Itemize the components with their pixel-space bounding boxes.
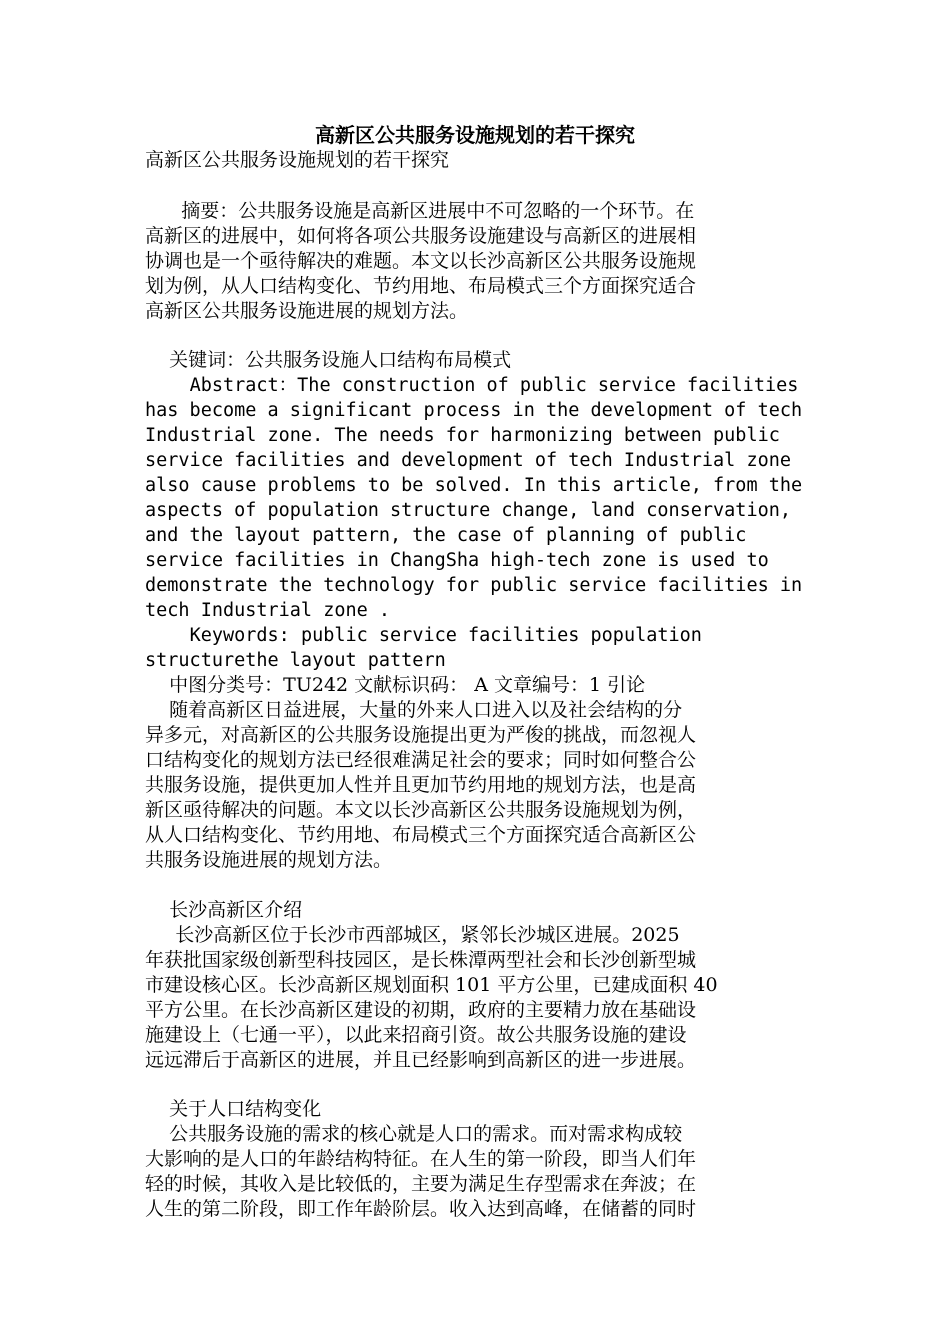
section-heading-changsha: 长沙高新区介绍 xyxy=(145,899,303,921)
keywords-chinese: 关键词：公共服务设施人口结构布局模式 xyxy=(145,349,512,371)
abstract-english: Abstract：The construction of public service facilities has become a significant process in the development of tech Industrial zone. The needs for harmonizing between public service facilities and development of tech Industrial zone also cause problems to be solved. In this article, from the aspects of population structure change, land conservation, and the layout pattern, the case of planning of public service facilities in ChangSha high-tech zone is used to demonstrate the technology for public service facilities in tech Industrial zone . Keywords: public service facilities population structurethe layout pattern xyxy=(145,375,803,671)
abstract-chinese: 摘要：公共服务设施是高新区进展中不可忽略的一个环节。在 高新区的进展中，如何将各项公共服务设施建设与高新区的进展相 协调也是一个亟待解决的难题。本文以长沙高新区公共服务设施规 划为例，从人口结构变化、节约用地、布局模式三个方面探究适合 高新区公共服务设施进展的规划方法。 xyxy=(145,200,697,322)
section-heading-population: 关于人口结构变化 xyxy=(145,1098,322,1120)
document-subtitle: 高新区公共服务设施规划的若干探究 xyxy=(145,149,450,171)
population-paragraph: 公共服务设施的需求的核心就是人口的需求。而对需求构成较 大影响的是人口的年龄结构特征。在人生的第一阶段，即当人们年 轻的时候，其收入是比较低的，主要为满足生存型需求在奔波；在 人生的第二阶段，即工作年龄阶层。收入达到高峰，在储蓄的同时 xyxy=(145,1123,697,1220)
document-title: 高新区公共服务设施规划的若干探究 xyxy=(315,123,635,147)
changsha-paragraph: 长沙高新区位于长沙市西部城区，紧邻长沙城区进展。2025 年获批国家级创新型科技园区，是长株潭两型社会和长沙创新型城 市建设核心区。长沙高新区规划面积 101 平方公里，已建成面积 40 平方公里。在长沙高新区建设的初期，政府的主要精力放在基础设 施建设上（七通一平），以此来招商引资。故公共服务设施的建设 远远滞后于高新区的进展，并且已经影响到高新区的进一步进展。 xyxy=(145,924,718,1071)
classification-line: 中图分类号：TU242 文献标识码： A 文章编号：1 引论 xyxy=(145,674,646,696)
introduction-paragraph: 随着高新区日益进展，大量的外来人口进入以及社会结构的分 异多元，对高新区的公共服务设施提出更为严俊的挑战，而忽视人 口结构变化的规划方法已经很难满足社会的要求；同时如何整合公 共服务设施，提供更加人性并且更加节约用地的规划方法，也是高 新区亟待解决的问题。本文以长沙高新区公共服务设施规划为例， 从人口结构变化、节约用地、布局模式三个方面探究适合高新区公 共服务设施进展的规划方法。 xyxy=(145,699,697,871)
